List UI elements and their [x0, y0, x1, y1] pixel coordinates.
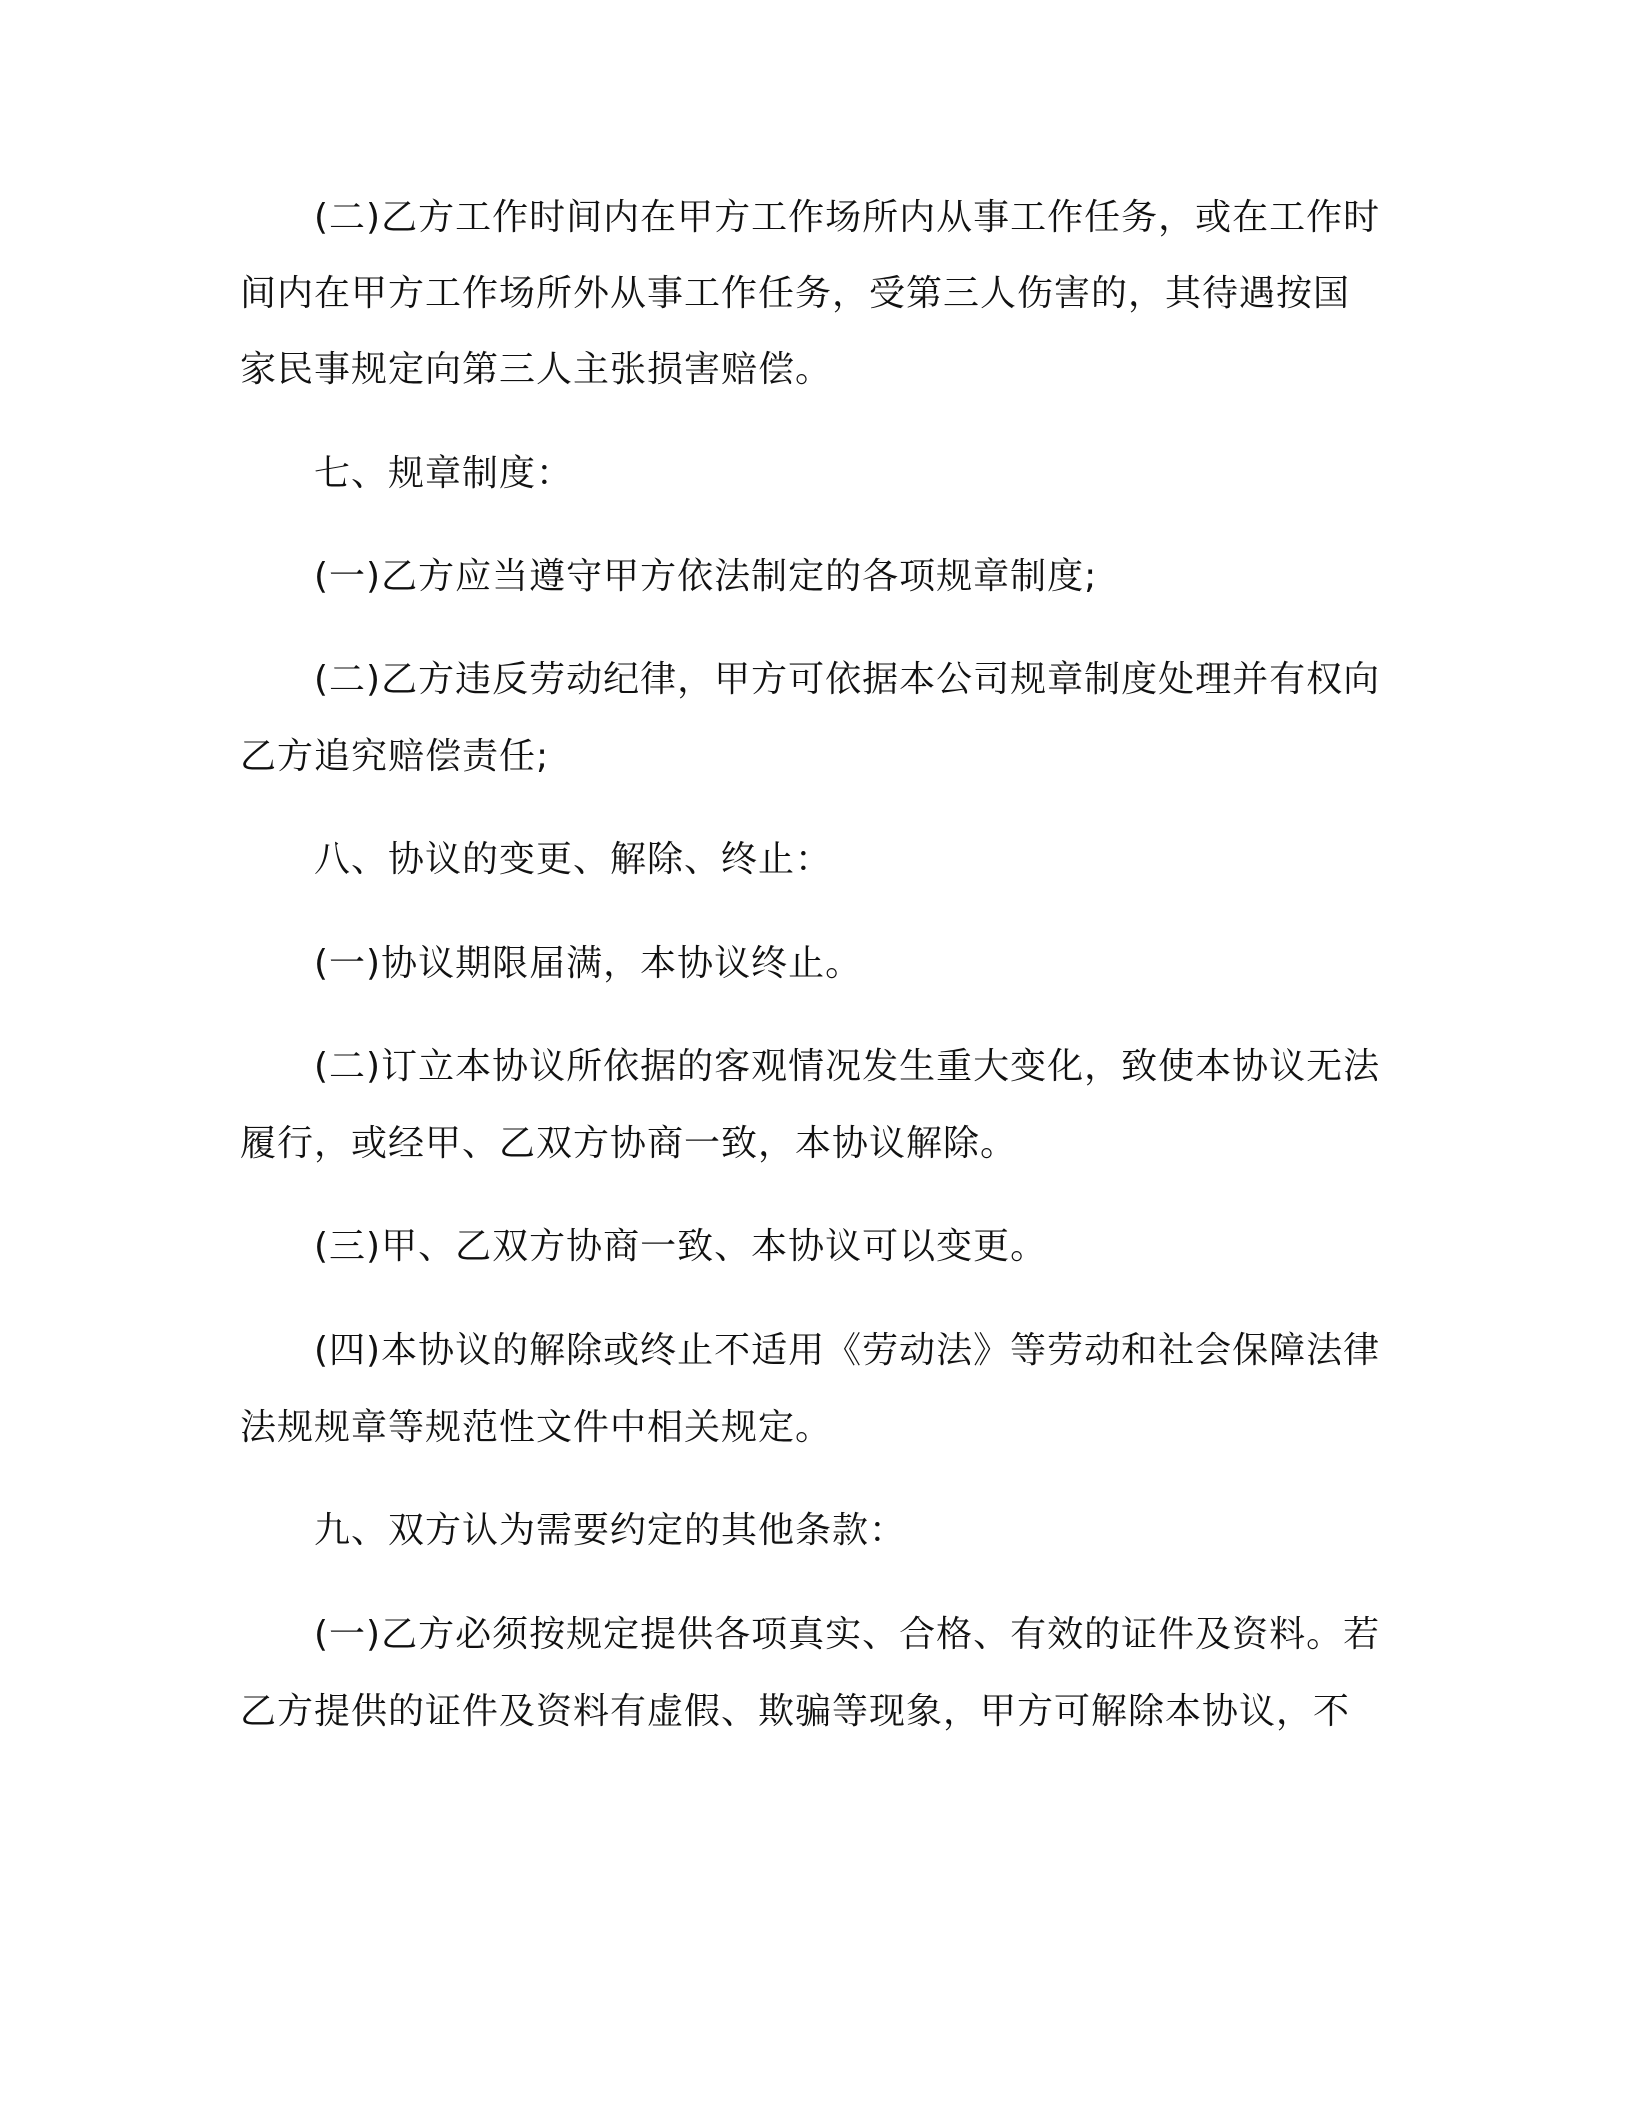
paragraph-7-1-line-1: (一)乙方应当遵守甲方依法制定的各项规章制度; — [314, 556, 1098, 597]
paragraph-6-2-line-3: 家民事规定向第三人主张损害赔偿。 — [240, 349, 833, 390]
section-heading-8: 八、协议的变更、解除、终止： — [314, 839, 833, 880]
paragraph-8-3-line-1: (三)甲、乙双方协商一致、本协议可以变更。 — [314, 1226, 1048, 1267]
paragraph-8-4-line-2: 法规规章等规范性文件中相关规定。 — [240, 1407, 833, 1448]
paragraph-8-2-line-1: (二)订立本协议所依据的客观情况发生重大变化，致使本协议无法 — [314, 1046, 1381, 1087]
paragraph-8-1-line-1: (一)协议期限届满，本协议终止。 — [314, 943, 863, 984]
paragraph-7-2-line-2: 乙方追究赔偿责任; — [240, 736, 550, 777]
paragraph-6-2-line-2: 间内在甲方工作场所外从事工作任务，受第三人伤害的，其待遇按国 — [240, 273, 1351, 314]
section-heading-9: 九、双方认为需要约定的其他条款： — [314, 1510, 907, 1551]
paragraph-7-2-line-1: (二)乙方违反劳动纪律，甲方可依据本公司规章制度处理并有权向 — [314, 659, 1381, 700]
paragraph-8-2-line-2: 履行，或经甲、乙双方协商一致，本协议解除。 — [240, 1123, 1018, 1164]
paragraph-6-2-line-1: (二)乙方工作时间内在甲方工作场所内从事工作任务，或在工作时 — [314, 197, 1381, 238]
paragraph-9-1-line-2: 乙方提供的证件及资料有虚假、欺骗等现象，甲方可解除本协议，不 — [240, 1691, 1351, 1732]
paragraph-9-1-line-1: (一)乙方必须按规定提供各项真实、合格、有效的证件及资料。若 — [314, 1614, 1381, 1655]
paragraph-8-4-line-1: (四)本协议的解除或终止不适用《劳动法》等劳动和社会保障法律 — [314, 1330, 1381, 1371]
section-heading-7: 七、规章制度： — [314, 453, 574, 494]
